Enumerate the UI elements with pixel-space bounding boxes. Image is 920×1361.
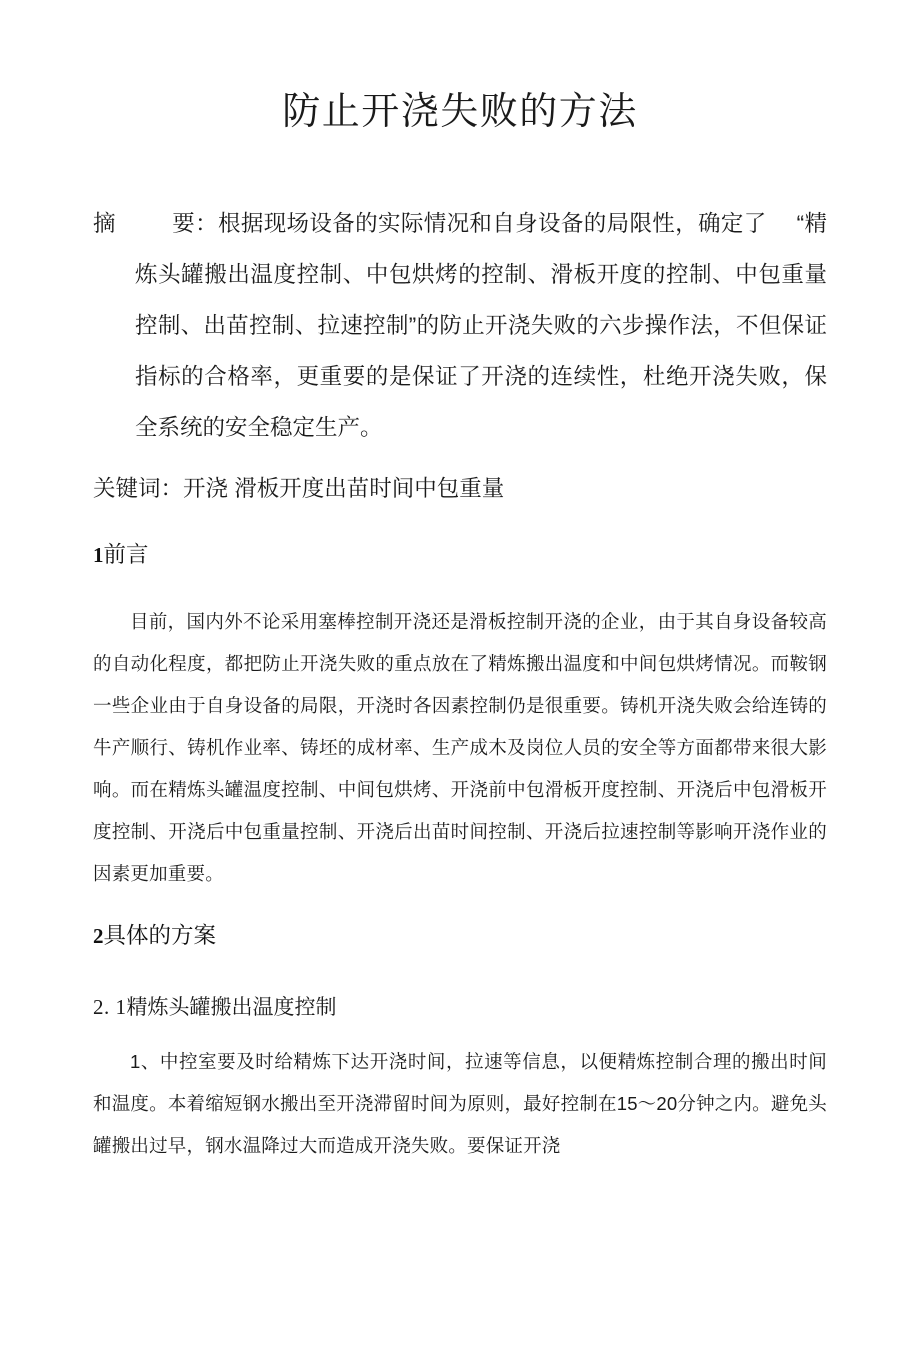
section-heading-1: [93, 514, 827, 579]
subsection-2-1-paragraph-1: 1、中控室要及时给精炼下达开浇时间，拉速等信息，以便精炼控制合理的搬出时间和温度。本着缩短钢水搬出至开浇滞留时间为原则，最好控制在15～20分钟之内。避免头罐搬出过早，钢水温降过大而造成开浇失败。要保证开浇: [93, 1051, 827, 1156]
section-title-2: 具体的方案: [103, 923, 217, 948]
abstract-label-second: 要：: [171, 211, 218, 236]
keywords-line: 关键词：开浇 滑板开度出苗时间中包重量: [93, 476, 505, 501]
abstract-block: [93, 136, 827, 453]
abstract-line2-lead: 定了: [720, 211, 767, 236]
abstract-label-first: 摘: [93, 211, 116, 236]
page-content: [93, 0, 827, 1167]
section-title-1: 前言: [103, 542, 149, 567]
section-1-paragraph-1: 目前，国内外不论采用塞棒控制开浇还是滑板控制开浇的企业，由于其自身设备较高的自动化程度，都把防止开浇失败的重点放在了精炼搬出温度和中间包烘烤情况。而鞍钢一些企业由于自身设备的局限，开浇时各因素控制仍是很重要。铸机开浇失败会给连铸的牛产顺行、铸机作业率、铸坯的成材率、生产成木及岗位人员的安全等方面都带来很大影响。而在精炼头罐温度控制、中间包烘烤、开浇前中包滑板开度控制、开浇后中包滑板开度控制、开浇后中包重量控制、开浇后出苗时间控制、开浇后拉速控制等影响开浇作业的因素更加重要。: [93, 611, 827, 884]
abstract-body-text: “精炼头罐搬出温度控制、中包烘烤的控制、滑板开度的控制、中包重量控制、出苗控制、拉速控制”的防止开浇失败的六步操作法，不但保证指标的合格率，更重要的是保证了开浇的连续性，杜绝开浇失败，保全系统的安全稳定生产。: [135, 211, 827, 440]
page-title: 防止开浇失败的方法: [282, 91, 638, 133]
subsection-title-2-1: 精炼头罐搬出温度控制: [126, 996, 337, 1019]
subsection-heading-2-1: [93, 960, 827, 1029]
section-number-2: 2: [93, 924, 104, 948]
section-number-1: 1: [93, 543, 104, 567]
section-heading-2: [93, 895, 827, 960]
subsection-number-2-1: 2. 1: [93, 995, 127, 1019]
abstract-line1-text: 根据现场设备的实际情况和自身设备的局限性，确: [217, 211, 721, 236]
